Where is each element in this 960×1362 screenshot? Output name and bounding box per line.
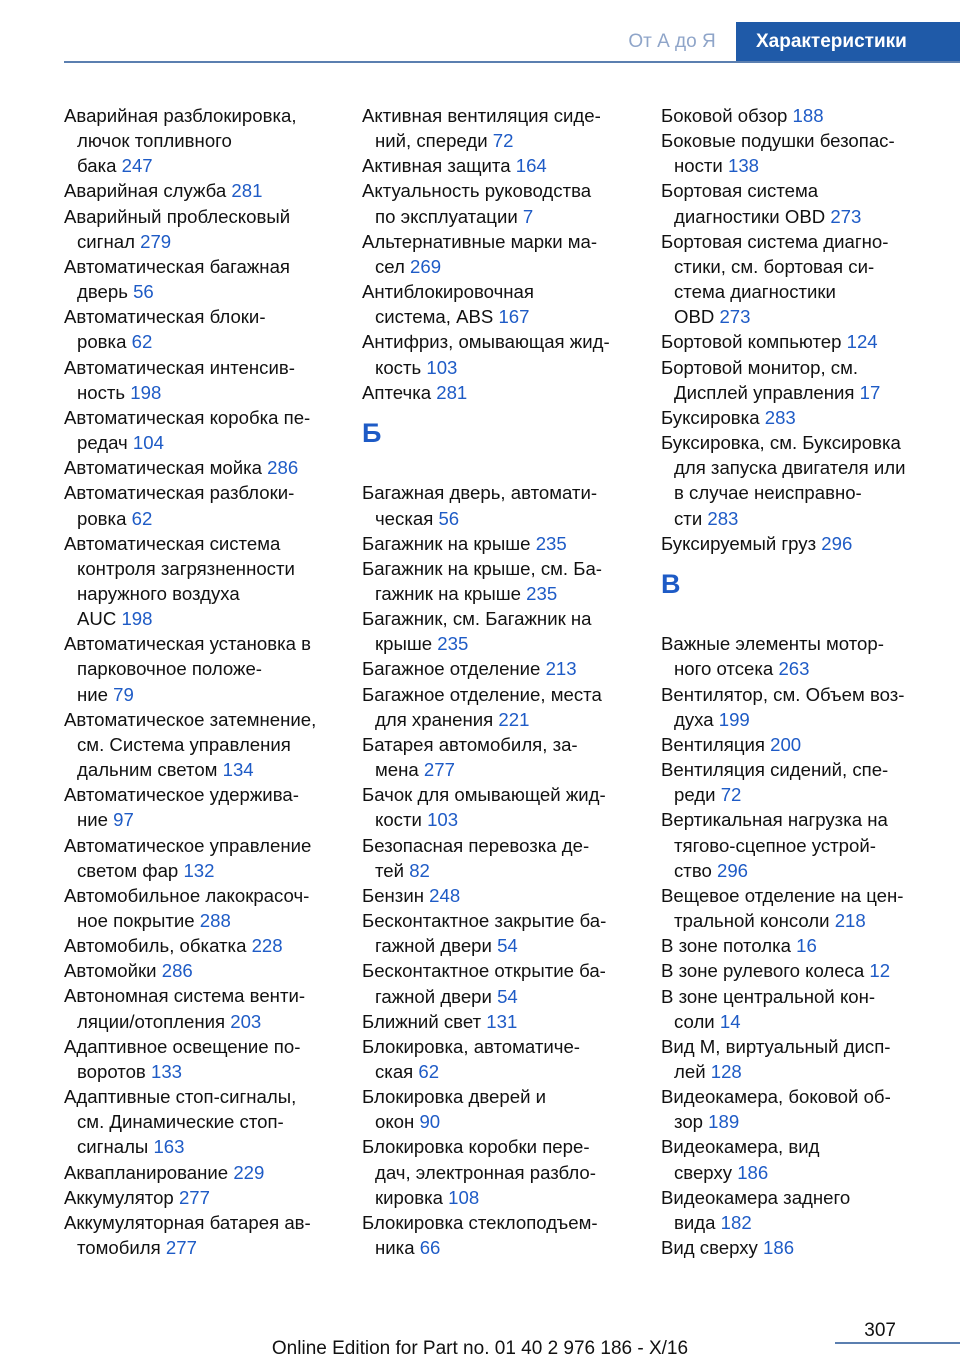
tab-characteristics[interactable]: Характеристики [736, 22, 960, 62]
entry-text: ние [77, 809, 108, 831]
entry-text: Бортовой компьютер [661, 331, 842, 353]
page-link[interactable]: 56 [438, 507, 460, 529]
index-entry [661, 1034, 931, 1084]
entry-text: кости [375, 809, 422, 831]
entry-text: кировка [375, 1186, 443, 1208]
index-entry [362, 1034, 632, 1084]
page-number: 307 [864, 1320, 896, 1341]
index-entry [64, 883, 340, 933]
entry-text: ности [674, 155, 723, 177]
entry-text: Вид сверху [661, 1237, 758, 1259]
index-entry [362, 656, 632, 681]
page-link[interactable]: 283 [764, 406, 796, 428]
index-entry [661, 229, 931, 330]
index-entry [362, 883, 632, 908]
index-entry [64, 1210, 340, 1260]
page-link[interactable]: 281 [436, 381, 468, 403]
page-link[interactable]: 283 [707, 507, 739, 529]
index-entry [362, 103, 632, 153]
entry-text: см. Система управления [77, 733, 291, 755]
entry-text: Активная защита [362, 155, 511, 177]
entry-text: Антифриз, омывающая жид‐ [362, 331, 610, 353]
entry-text: Багажник на крыше [362, 532, 531, 554]
index-entry [661, 933, 931, 958]
page-link[interactable]: 228 [251, 935, 283, 957]
index-entry [362, 1210, 632, 1260]
page-link[interactable]: 124 [846, 331, 878, 353]
page-link[interactable]: 235 [535, 532, 567, 554]
entry-text: Аварийная служба [64, 180, 227, 202]
entry-text: Аккумулятор [64, 1186, 174, 1208]
index-entry [661, 958, 931, 983]
section-letter: В [661, 568, 681, 599]
page-link[interactable]: 128 [710, 1060, 742, 1082]
entry-text: для запуска двигателя или [674, 457, 906, 479]
page-link[interactable]: 79 [113, 683, 134, 705]
page-link[interactable]: 167 [498, 306, 530, 328]
entry-text: Активная вентиляция сиде‐ [362, 105, 601, 126]
entry-text: см. Динамические стоп- [77, 1111, 284, 1133]
index-entry [64, 304, 340, 354]
page-link[interactable]: 56 [133, 281, 154, 303]
entry-text: окон [375, 1111, 415, 1133]
entry-text: Бачок для омывающей жид‐ [362, 784, 606, 806]
index-entry [64, 355, 340, 405]
entry-text: духа [674, 708, 714, 730]
page-link[interactable]: 198 [121, 608, 153, 630]
entry-text: Вентилятор, см. Объем воз‐ [661, 683, 905, 705]
entry-text: для хранения [375, 708, 494, 730]
page-link[interactable]: 235 [526, 583, 558, 604]
page-link[interactable]: 269 [410, 255, 442, 277]
index-entry [362, 732, 632, 782]
page-link[interactable]: 16 [796, 935, 817, 957]
page-link[interactable]: 186 [763, 1237, 795, 1259]
page-link[interactable]: 182 [720, 1211, 752, 1233]
page-link[interactable]: 54 [497, 985, 518, 1007]
entry-text: кость [375, 356, 422, 378]
entry-text: в случае неисправно‐ [674, 482, 862, 504]
entry-text: Буксировка [661, 406, 760, 428]
index-entry [64, 531, 340, 632]
tab-a-to-z[interactable]: От А до Я [628, 31, 716, 52]
index-entry [64, 833, 340, 883]
page-link[interactable]: 229 [233, 1161, 265, 1183]
page-link[interactable]: 12 [869, 960, 891, 982]
entry-text: соли [674, 1010, 715, 1032]
entry-text: Вид M, виртуальный дисп‐ [661, 1035, 891, 1057]
page-header [0, 22, 960, 62]
entry-text: ное покрытие [77, 910, 195, 931]
index-entry [661, 405, 931, 430]
index-entry [64, 254, 340, 304]
page-link[interactable]: 277 [165, 1237, 197, 1259]
entry-text: Аварийный проблесковый [64, 205, 291, 227]
entry-text: Блокировка стеклоподъем‐ [362, 1211, 598, 1233]
entry-text: Автомойки [64, 960, 157, 982]
entry-text: диагностики OBD [674, 205, 826, 227]
index-entry [64, 1034, 340, 1084]
entry-text: Автоматическая блоки‐ [64, 306, 266, 328]
entry-text: Автомобильное лакокрасоч‐ [64, 884, 310, 906]
entry-text: Вертикальная нагрузка на [661, 809, 888, 831]
entry-text: ская [375, 1060, 414, 1082]
entry-text: ство [674, 859, 712, 881]
entry-text: AUC [77, 608, 117, 630]
page-link[interactable]: 273 [719, 306, 751, 328]
entry-text: зор [674, 1111, 703, 1133]
entry-text: В зоне центральной кон‐ [661, 985, 876, 1007]
entry-text: томобиля [77, 1237, 161, 1259]
index-entry [64, 405, 340, 455]
index-entry [661, 682, 931, 732]
page-link[interactable]: 186 [737, 1161, 769, 1183]
entry-text: сверху [674, 1161, 733, 1183]
footer-edition [0, 1338, 960, 1360]
page-link[interactable]: 133 [150, 1060, 183, 1082]
section-letter: Б [362, 417, 382, 448]
index-entry [362, 1009, 632, 1034]
index-entry [64, 1084, 340, 1159]
entry-text: ческая [375, 507, 434, 529]
index-entry [661, 430, 931, 531]
page-link[interactable]: 138 [727, 155, 760, 177]
index-entry [362, 1134, 632, 1209]
entry-text: Безопасная перевозка де‐ [362, 834, 590, 856]
index-entry [64, 631, 340, 706]
page-link[interactable]: 163 [153, 1136, 185, 1158]
index-entry [362, 958, 632, 1008]
page-link[interactable]: 164 [515, 155, 547, 177]
page-link[interactable]: 199 [718, 708, 750, 730]
entry-text: Автоматическая интенсив‐ [64, 356, 295, 378]
page-link[interactable]: 90 [419, 1111, 441, 1133]
entry-text: гажной двери [375, 935, 492, 957]
entry-text: сигнал [77, 230, 135, 252]
index-entry [661, 984, 931, 1034]
page-link[interactable]: 7 [522, 205, 534, 227]
index-entry [64, 958, 340, 983]
entry-text: Видеокамера заднего [661, 1186, 851, 1208]
index-entry [661, 128, 931, 178]
entry-text: Боковые подушки безопас‐ [661, 130, 895, 152]
entry-text: Багажное отделение, места [362, 683, 602, 705]
entry-text: Видеокамера, боковой об‐ [661, 1086, 891, 1108]
entry-text: Антиблокировочная [362, 281, 534, 303]
entry-text: Аккумуляторная батарея ав‐ [64, 1211, 311, 1233]
page-link[interactable]: 277 [423, 759, 455, 781]
index-entry [64, 480, 340, 530]
page-link[interactable]: 218 [834, 910, 866, 932]
entry-text: Вещевое отделение на цен‐ [661, 884, 904, 906]
page-link[interactable]: 97 [113, 809, 134, 831]
page-link[interactable]: 235 [437, 633, 469, 655]
entry-text: вида [674, 1211, 716, 1233]
index-entry [64, 1185, 340, 1210]
page-link[interactable]: 263 [778, 658, 810, 680]
entry-text: Аптечка [362, 381, 432, 403]
entry-text: Адаптивные стоп-сигналы, [64, 1086, 297, 1108]
index-entry [362, 833, 632, 883]
index-entry [661, 355, 931, 405]
index-entry [661, 329, 931, 354]
index-entry [64, 782, 340, 832]
page-link[interactable]: 286 [267, 457, 299, 479]
index-column-2 [362, 103, 632, 1260]
index-entry [661, 757, 931, 807]
entry-text: Ближний свет [362, 1010, 482, 1032]
entry-text: Адаптивное освещение по‐ [64, 1035, 301, 1057]
entry-text: ника [375, 1237, 415, 1259]
page-link[interactable]: 82 [409, 859, 430, 881]
entry-text: Автоматическая разблоки‐ [64, 482, 295, 504]
page-link[interactable]: 54 [497, 935, 518, 957]
page-link[interactable]: 189 [708, 1111, 740, 1133]
entry-text: Аквапланирование [64, 1161, 229, 1183]
index-entry [661, 103, 931, 128]
entry-text: светом фар [77, 859, 179, 881]
entry-text: Блокировка коробки пере‐ [362, 1136, 590, 1158]
entry-text: лей [674, 1060, 706, 1082]
page-link[interactable]: 286 [161, 960, 193, 982]
page-link[interactable]: 62 [418, 1060, 440, 1082]
index-entry [362, 229, 632, 279]
entry-text: воротов [77, 1060, 146, 1082]
page-link[interactable]: 108 [448, 1186, 480, 1208]
page-link[interactable]: 132 [183, 859, 215, 881]
entry-text: система, ABS [375, 306, 494, 328]
entry-text: ного отсека [674, 658, 774, 680]
index-entry [64, 455, 340, 480]
entry-text: сигналы [77, 1136, 149, 1158]
entry-text: крыше [375, 633, 433, 655]
entry-text: Блокировка, автоматиче‐ [362, 1035, 580, 1057]
entry-text: Автоматическое затемнение, [64, 708, 317, 730]
entry-text: Автоматическая установка в [64, 633, 312, 655]
page-link[interactable]: 279 [140, 230, 172, 252]
entry-text: Актуальность руководства [362, 180, 592, 202]
entry-text: ность [77, 381, 126, 403]
index-entry [661, 631, 931, 681]
entry-text: Важные элементы мотор‐ [661, 633, 884, 655]
index-entry [661, 1134, 931, 1184]
entry-text: дальним светом [77, 759, 218, 781]
page-link[interactable]: 296 [717, 859, 749, 881]
index-entry [362, 531, 632, 556]
entry-text: OBD [674, 306, 715, 328]
page-link[interactable]: 198 [130, 381, 162, 403]
entry-text: Автономная система венти‐ [64, 985, 306, 1007]
page-link[interactable]: 288 [199, 910, 231, 931]
page-link[interactable]: 66 [419, 1237, 441, 1259]
entry-text: тягово-сцепное устрой‐ [674, 834, 876, 856]
index-entry [661, 1235, 931, 1260]
entry-text: Вентиляция сидений, спе‐ [661, 759, 889, 781]
index-entry [362, 380, 632, 405]
index-entry [362, 1084, 632, 1134]
entry-text: Автомобиль, обкатка [64, 935, 247, 957]
entry-text: Бесконтактное закрытие ба‐ [362, 910, 607, 932]
index-entry [362, 606, 632, 656]
index-entry [64, 178, 340, 203]
entry-text: Буксируемый груз [661, 532, 817, 554]
index-column-1 [64, 103, 340, 1260]
entry-text: Автоматическое управление [64, 834, 312, 856]
entry-text: ние [77, 683, 108, 705]
entry-text: стики, см. бортовая си‐ [674, 255, 875, 277]
page-link[interactable]: 14 [719, 1010, 741, 1032]
index-entry [362, 682, 632, 732]
entry-text: Видеокамера, вид [661, 1136, 820, 1158]
index-entry [661, 178, 931, 228]
index-entry [362, 329, 632, 379]
entry-text: парковочное положе‐ [77, 658, 263, 680]
index-entry [64, 707, 340, 782]
page-link[interactable]: 103 [426, 356, 458, 378]
entry-text: Автоматическая система [64, 532, 281, 554]
entry-text: сти [674, 507, 703, 529]
entry-text: В зоне потолка [661, 935, 791, 957]
entry-text: Бортовая система [661, 180, 819, 202]
page-link[interactable]: 296 [821, 532, 853, 554]
entry-text: Бесконтактное открытие ба‐ [362, 960, 606, 982]
index-entry [64, 204, 340, 254]
entry-text: Бортовой монитор, см. [661, 356, 859, 378]
index-entry [362, 178, 632, 228]
page-link[interactable]: 221 [498, 708, 530, 730]
entry-text: контроля загрязненности [77, 557, 295, 579]
page-link[interactable]: 131 [486, 1010, 518, 1032]
page-link[interactable]: 134 [222, 759, 254, 781]
index-entry [661, 883, 931, 933]
entry-text: Автоматическое удержива‐ [64, 784, 299, 806]
entry-text: ляции/отопления [77, 1010, 226, 1032]
entry-text: Багажная дверь, автомати‐ [362, 482, 598, 504]
entry-text: по эксплуатации [375, 205, 518, 227]
page-link[interactable]: 72 [492, 130, 514, 152]
entry-text: гажник на крыше [375, 583, 521, 604]
entry-text: лючок топливного [77, 130, 232, 152]
entry-text: ровка [77, 507, 127, 529]
index-entry [362, 480, 632, 530]
entry-text: Багажное отделение [362, 658, 541, 680]
page-link[interactable]: 203 [230, 1010, 262, 1032]
index-entry [661, 807, 931, 882]
entry-text: наружного воздуха [77, 582, 240, 604]
entry-text: редач [77, 432, 128, 454]
page-link[interactable]: 72 [720, 784, 742, 806]
entry-text: тральной консоли [674, 910, 830, 932]
page-link[interactable]: 104 [132, 432, 164, 454]
footer-edition-text: Online Edition for Part no. 01 40 2 976 186 - X/16 [271, 1338, 689, 1359]
index-column-3 [661, 103, 931, 1260]
entry-text: Автоматическая коробка пе‐ [64, 406, 311, 428]
entry-text: Боковой обзор [661, 105, 788, 126]
entry-text: Багажник, см. Багажник на [362, 608, 592, 630]
entry-text: Багажник на крыше, см. Ба‐ [362, 557, 603, 579]
entry-text: Автоматическая мойка [64, 457, 262, 479]
entry-text: Дисплей управления [674, 381, 855, 403]
page-link[interactable]: 17 [859, 381, 881, 403]
page-link[interactable]: 281 [231, 180, 263, 202]
index-entry [661, 1185, 931, 1235]
entry-text: Бортовая система диагно‐ [661, 230, 889, 252]
index-entry [661, 531, 931, 556]
index-entry [661, 1084, 931, 1134]
entry-text: реди [674, 784, 716, 806]
page-link[interactable]: 273 [830, 205, 862, 227]
entry-text: Аварийная разблокировка, [64, 105, 297, 126]
page-link[interactable]: 103 [427, 809, 459, 831]
entry-text: ний, спереди [375, 130, 488, 152]
page-link[interactable]: 248 [429, 884, 461, 906]
entry-text: Бензин [362, 884, 424, 906]
page-link[interactable]: 213 [545, 658, 577, 680]
entry-text: Альтернативные марки ма‐ [362, 230, 598, 252]
entry-text: мена [375, 759, 419, 781]
index-entry [64, 933, 340, 958]
page-link[interactable]: 277 [178, 1186, 210, 1208]
page-link[interactable]: 62 [131, 331, 153, 353]
entry-text: дач, электронная разбло‐ [375, 1161, 596, 1183]
entry-text: бака [77, 155, 117, 177]
page-link[interactable]: 188 [792, 105, 824, 126]
index-entry [362, 908, 632, 958]
entry-text: Буксировка, см. Буксировка [661, 432, 901, 454]
entry-text: гажной двери [375, 985, 492, 1007]
entry-text: тей [375, 859, 405, 881]
entry-text: сел [375, 255, 405, 277]
index-entry [64, 1160, 340, 1185]
index-entry [64, 103, 340, 178]
page-link[interactable]: 62 [131, 507, 153, 529]
entry-text: дверь [77, 281, 128, 303]
entry-text: стема диагностики [674, 281, 836, 303]
entry-text: ровка [77, 331, 127, 353]
index-entry [362, 782, 632, 832]
index-entry [362, 556, 632, 606]
entry-text: Автоматическая багажная [64, 255, 290, 277]
header-divider [64, 61, 960, 63]
entry-text: Блокировка дверей и [362, 1086, 547, 1108]
index-entry [64, 983, 340, 1033]
page-link[interactable]: 247 [121, 155, 153, 177]
index-entry [362, 279, 632, 329]
index-entry [362, 153, 632, 178]
index-entry [661, 732, 931, 757]
entry-text: Батарея автомобиля, за‐ [362, 733, 578, 755]
entry-text: В зоне рулевого колеса [661, 960, 865, 982]
page-link[interactable]: 200 [770, 733, 802, 755]
entry-text: Вентиляция [661, 733, 765, 755]
